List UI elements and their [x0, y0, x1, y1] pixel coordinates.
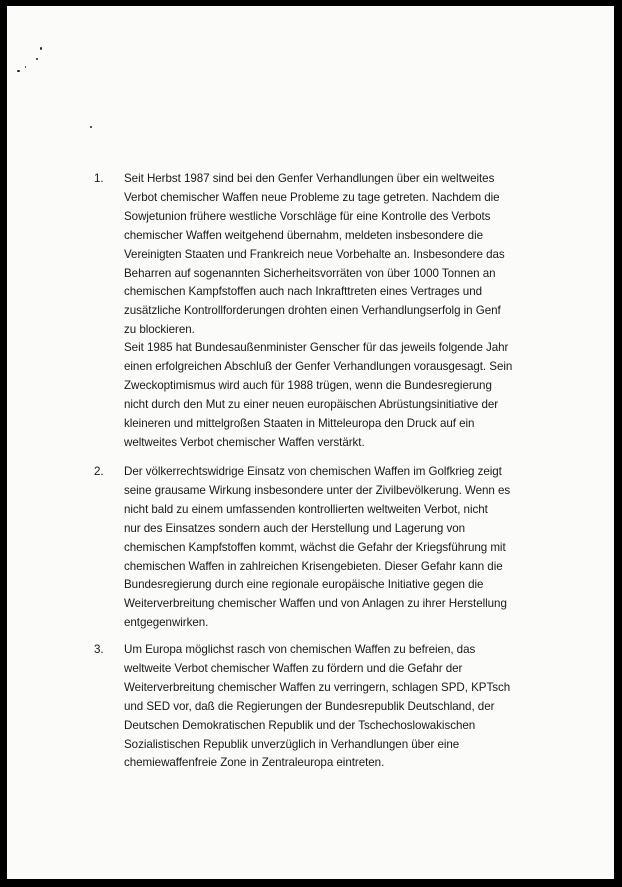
paragraph-line: zusätzliche Kontrollforderungen drohten einen Verhandlungserfolg in Genf: [124, 304, 501, 318]
paragraph-number: 2.: [94, 465, 104, 478]
paragraph-1-continuation: [94, 339, 534, 452]
paragraph-line: entgegenwirken.: [124, 616, 209, 630]
paragraph-line: weltweites Verbot chemischer Waffen verstärkt.: [124, 435, 365, 449]
paragraph-number: 1.: [94, 172, 104, 185]
paragraph-line: nicht bald zu einem umfassenden kontrollierten weltweiten Verbot, nicht: [124, 502, 488, 516]
paragraph-line: Weiterverbreitung chemischer Waffen und von Anlagen zu ihrer Herstellung: [124, 597, 507, 611]
paragraph-line: seine grausame Wirkung insbesondere unter der Zivilbevölkerung. Wenn es: [124, 483, 511, 497]
paragraph-line: Vereinigten Staaten und Frankreich neue Vorbehalte an. Insbesondere das: [124, 247, 505, 261]
paragraph-line: zu blockieren.: [124, 323, 195, 337]
paragraph-line: chemischer Waffen weitgehend übernahm, meldeten insbesondere die: [124, 228, 484, 242]
numbered-paragraph-3: [94, 641, 534, 773]
paragraph-line: Seit 1985 hat Bundesaußenminister Genscher für das jeweils folgende Jahr: [124, 341, 509, 354]
paragraph-line: Seit Herbst 1987 sind bei den Genfer Verhandlungen über ein weltweites: [124, 172, 495, 185]
paragraph-line: Deutschen Demokratischen Republik und der Tschechoslowakischen: [124, 718, 476, 732]
scan-speck: [17, 70, 20, 72]
paragraph-line: kleineren und mittelgroßen Staaten in Mitteleuropa den Druck auf ein: [124, 416, 475, 430]
paragraph-line: Der völkerrechtswidrige Einsatz von chemischen Waffen im Golfkrieg zeigt: [124, 465, 502, 478]
paragraph-line: nicht durch den Mut zu einer neuen europäischen Abrüstungsinitiative der: [124, 397, 499, 411]
document-page: [7, 6, 614, 879]
paragraph-line: Sozialistischen Republik unverzüglich in Verhandlungen über eine: [124, 737, 460, 751]
paragraph-line: Zweckoptimismus wird auch für 1988 trügen, wenn die Bundesregierung: [124, 378, 492, 392]
paragraph-line: Verbot chemischer Waffen neue Probleme zu tage getreten. Nachdem die: [124, 190, 500, 204]
paragraph-line: chemischen Waffen in zahlreichen Krisengebieten. Dieser Gefahr kann die: [124, 559, 503, 573]
paragraph-number: 3.: [94, 643, 104, 656]
paragraph-line: weltweite Verbot chemischer Waffen zu fördern und die Gefahr der: [124, 661, 463, 675]
paragraph-line: nur des Einsatzes sondern auch der Herstellung und Lagerung von: [124, 521, 466, 535]
paragraph-line: Weiterverbreitung chemischer Waffen zu verringern, schlagen SPD, KPTsch: [124, 680, 511, 694]
scan-speck: [90, 126, 92, 128]
paragraph-line: einen erfolgreichen Abschluß der Genfer Verhandlungen vorausgesagt. Sein: [124, 359, 513, 373]
paragraph-line: Bundesregierung durch eine regionale europäische Initiative gegen die: [124, 578, 484, 592]
numbered-paragraph-1: [94, 170, 534, 340]
scan-speck: [40, 47, 42, 50]
paragraph-line: chemischen Kampfstoffen kommt, wächst die Gefahr der Kriegsführung mit: [124, 540, 506, 554]
paragraph-line: Um Europa möglichst rasch von chemischen Waffen zu befreien, das: [124, 643, 476, 656]
paragraph-line: Beharren auf sogenannten Sicherheitsvorräten von über 1000 Tonnen an: [124, 266, 496, 280]
paragraph-line: chemischen Kampfstoffen auch nach Inkrafttreten eines Vertrages und: [124, 285, 482, 299]
scan-speck: [25, 66, 26, 68]
paragraph-line: Sowjetunion frühere westliche Vorschläge für eine Kontrolle des Verbots: [124, 209, 491, 223]
numbered-paragraph-2: [94, 463, 534, 633]
paragraph-line: chemiewaffenfreie Zone in Zentraleuropa eintreten.: [124, 756, 385, 770]
paragraph-line: und SED vor, daß die Regierungen der Bundesrepublik Deutschland, der: [124, 699, 495, 713]
scan-speck: [36, 58, 38, 60]
